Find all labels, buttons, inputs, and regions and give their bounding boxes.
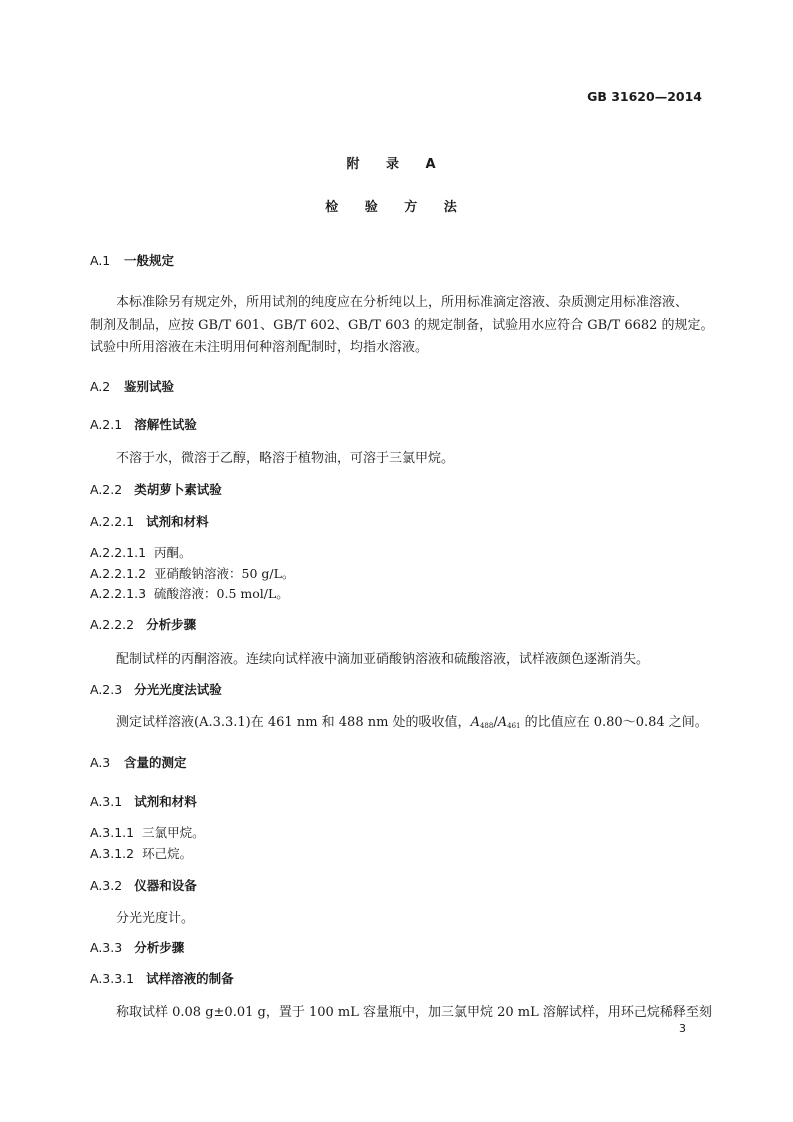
section-title: 试剂和材料	[146, 514, 209, 529]
section-heading-a2	[90, 377, 174, 395]
section-title: 分析步骤	[146, 617, 197, 632]
paragraph-a331: 称取试样 0.08 g±0.01 g，置于 100 mL 容量瓶中，加三氯甲烷 20 mL 溶解试样，用环己烷稀释至刻	[116, 1005, 712, 1020]
section-number: A.3.1	[90, 794, 123, 809]
paragraph-text: 的比值应在 0.80～0.84 之间。	[520, 715, 708, 730]
section-number: A.2.2.2	[90, 617, 135, 632]
section-heading-a21	[90, 415, 197, 433]
section-number: A.3.3.1	[90, 971, 135, 986]
item-number: A.2.2.1.1	[90, 545, 147, 560]
section-heading-a31	[90, 792, 197, 810]
item-number: A.2.2.1.3	[90, 586, 147, 601]
section-heading-a23	[90, 680, 222, 698]
section-heading-a222	[90, 615, 196, 633]
section-heading-a22	[90, 480, 222, 498]
paragraph-a23	[116, 711, 708, 730]
section-heading-a221	[90, 512, 209, 530]
section-number: A.1	[90, 253, 111, 268]
paragraph-text: 测定试样溶液(A.3.3.1)在 461 nm 和 488 nm 处的吸收值，	[116, 715, 471, 730]
item-number: A.2.2.1.2	[90, 566, 147, 581]
item-a311	[90, 823, 205, 841]
paragraph-a1-line2: 制剂及制品，应按 GB/T 601、GB/T 602、GB/T 603 的规定制备，试验用水应符合 GB/T 6682 的规定。	[90, 318, 714, 333]
absorbance-symbol: A	[497, 715, 508, 730]
annex-label: 附 录 A	[346, 157, 447, 172]
section-number: A.3.2	[90, 878, 123, 893]
item-text: 亚硝酸钠溶液：50 g/L。	[154, 566, 295, 581]
ratio-slash: /	[493, 715, 498, 730]
section-heading-a3	[90, 753, 187, 771]
absorbance-symbol: A	[470, 715, 480, 730]
section-title: 分析步骤	[134, 940, 185, 955]
item-number: A.3.1.2	[90, 846, 135, 861]
section-title: 类胡萝卜素试验	[134, 482, 222, 497]
item-a2211	[90, 543, 192, 561]
item-number: A.3.1.1	[90, 825, 135, 840]
section-heading-a1	[90, 251, 174, 269]
paragraph-a21: 不溶于水，微溶于乙醇，略溶于植物油，可溶于三氯甲烷。	[116, 451, 455, 466]
section-number: A.2	[90, 379, 111, 394]
wavelength-subscript: 461	[507, 722, 521, 730]
section-title: 试剂和材料	[134, 794, 197, 809]
section-title: 仪器和设备	[134, 878, 197, 893]
section-number: A.3.3	[90, 940, 123, 955]
section-heading-a32	[90, 876, 197, 894]
section-number: A.2.1	[90, 417, 123, 432]
section-number: A.2.3	[90, 682, 123, 697]
item-text: 环己烷。	[142, 846, 193, 861]
item-a312	[90, 844, 192, 862]
item-a2213	[90, 584, 289, 602]
paragraph-a1-line3: 试验中所用溶液在未注明用何种溶剂配制时，均指水溶液。	[90, 340, 429, 355]
section-title: 分光光度法试验	[134, 682, 222, 697]
section-title: 含量的测定	[124, 755, 187, 770]
paragraph-a222: 配制试样的丙酮溶液。连续向试样液中滴加亚硝酸钠溶液和硫酸溶液，试样液颜色逐渐消失。	[116, 652, 650, 667]
item-text: 丙酮。	[154, 545, 192, 560]
standard-number: GB 31620—2014	[587, 89, 702, 104]
section-number: A.2.2.1	[90, 514, 135, 529]
section-heading-a331	[90, 969, 234, 987]
annex-title: 检 验 方 法	[325, 200, 468, 215]
section-title: 鉴别试验	[124, 379, 175, 394]
item-text: 硫酸溶液：0.5 mol/L。	[154, 586, 289, 601]
section-number: A.3	[90, 755, 111, 770]
item-a2212	[90, 564, 294, 582]
wavelength-subscript: 488	[479, 722, 494, 730]
section-heading-a33	[90, 938, 184, 956]
section-number: A.2.2	[90, 482, 123, 497]
page-number: 3	[679, 1022, 686, 1035]
section-title: 一般规定	[124, 253, 175, 268]
section-title: 试样溶液的制备	[146, 971, 234, 986]
paragraph-a1-line1: 本标准除另有规定外，所用试剂的纯度应在分析纯以上，所用标准滴定溶液、杂质测定用标准溶液、	[116, 295, 689, 310]
paragraph-a32: 分光光度计。	[116, 911, 195, 926]
item-text: 三氯甲烷。	[142, 825, 205, 840]
section-title: 溶解性试验	[134, 417, 197, 432]
